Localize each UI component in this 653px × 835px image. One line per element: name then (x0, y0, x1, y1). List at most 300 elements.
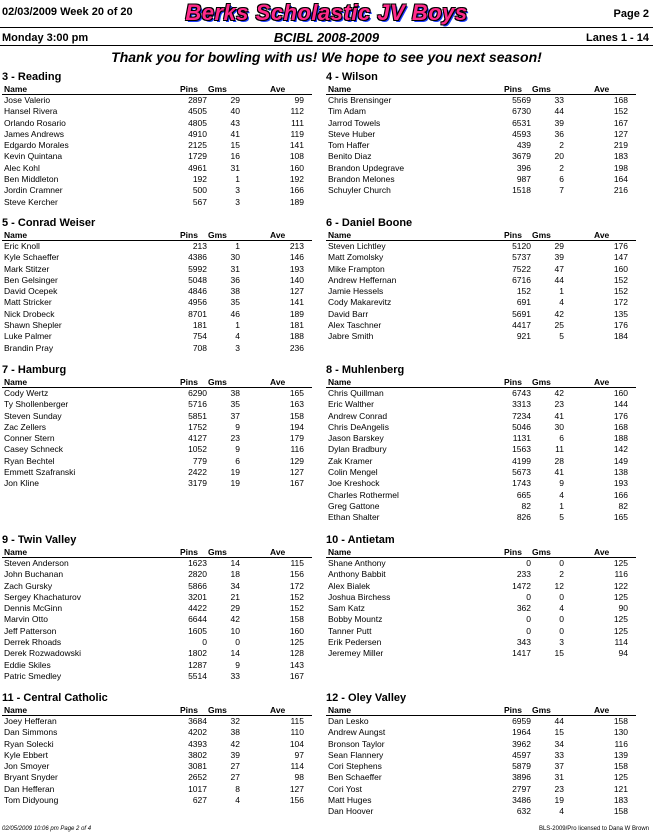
player-average: 189 (289, 308, 304, 319)
player-row (2, 581, 312, 592)
player-games: 31 (230, 162, 240, 173)
player-row (2, 637, 312, 648)
player-name: Jeremey Miller (328, 648, 384, 659)
player-name: Dan Hoover (328, 806, 374, 817)
player-row (326, 241, 636, 252)
player-average: 176 (613, 241, 628, 251)
player-average: 156 (289, 569, 304, 580)
player-average: 111 (291, 117, 304, 128)
player-games: 33 (554, 95, 564, 105)
player-row (2, 558, 312, 569)
column-gms: Gms (208, 377, 227, 387)
player-pins: 5046 (512, 421, 531, 432)
player-average: 152 (613, 274, 628, 285)
player-games: 38 (230, 388, 240, 398)
player-row (326, 456, 636, 467)
player-name: Kyle Schaeffer (4, 252, 60, 263)
player-pins: 921 (516, 331, 531, 342)
player-pins: 5569 (512, 95, 531, 105)
player-row (326, 592, 636, 603)
player-pins: 4393 (188, 738, 207, 749)
player-row (326, 129, 636, 140)
player-average: 82 (618, 500, 628, 511)
player-row (326, 501, 636, 512)
player-pins: 7522 (512, 263, 531, 274)
player-average: 156 (289, 795, 304, 806)
player-pins: 181 (192, 320, 207, 331)
player-games: 29 (230, 95, 240, 105)
player-name: Matt Stricker (4, 297, 52, 308)
player-games: 9 (559, 478, 564, 489)
player-row (2, 772, 312, 783)
player-row (2, 660, 312, 671)
column-ave: Ave (270, 705, 286, 715)
player-games: 23 (554, 783, 564, 794)
player-games: 39 (230, 749, 240, 760)
player-average: 129 (289, 455, 304, 466)
player-row (326, 388, 636, 399)
player-games: 27 (230, 772, 240, 783)
player-pins: 4202 (188, 727, 207, 738)
player-pins: 779 (192, 455, 207, 466)
player-name: Dylan Bradbury (328, 444, 387, 455)
player-pins: 5048 (188, 274, 207, 285)
player-average: 125 (613, 625, 628, 636)
column-gms: Gms (208, 230, 227, 240)
player-games: 39 (554, 117, 564, 128)
player-name: Alec Kohl (4, 162, 40, 173)
player-row (326, 739, 636, 750)
player-average: 116 (290, 444, 304, 455)
player-row (326, 648, 636, 659)
player-games: 7 (559, 185, 564, 196)
player-average: 140 (289, 274, 304, 285)
player-name: Jordin Cramner (4, 185, 63, 196)
player-row (326, 185, 636, 196)
player-pins: 343 (516, 637, 531, 648)
player-pins: 5514 (188, 670, 207, 681)
player-games: 1 (559, 286, 564, 297)
player-pins: 3081 (188, 761, 207, 772)
player-average: 158 (289, 410, 304, 421)
column-ave: Ave (594, 377, 610, 387)
column-name: Name (4, 547, 28, 557)
player-name: Tim Adam (328, 106, 366, 117)
player-average: 188 (613, 433, 628, 444)
player-pins: 439 (516, 140, 531, 151)
player-pins: 6743 (512, 388, 531, 398)
player-row (326, 716, 636, 727)
column-pins: Pins (180, 230, 198, 240)
player-games: 2 (559, 569, 564, 580)
player-name: Dan Simmons (4, 727, 58, 738)
player-average: 160 (613, 263, 628, 274)
player-games: 0 (559, 625, 564, 636)
column-gms: Gms (208, 705, 227, 715)
player-pins: 4846 (188, 286, 207, 297)
player-name: Bronson Taylor (328, 738, 385, 749)
player-average: 152 (289, 603, 304, 614)
player-pins: 4505 (188, 106, 207, 117)
team-block (326, 364, 636, 524)
player-name: Tom Didyoung (4, 795, 59, 806)
player-pins: 1605 (188, 625, 207, 636)
team-block (326, 534, 636, 660)
player-name: Sam Katz (328, 603, 365, 614)
player-pins: 5879 (512, 761, 531, 772)
player-pins: 627 (192, 795, 207, 806)
player-average: 135 (613, 308, 628, 319)
player-average: 183 (613, 151, 628, 162)
team-block (326, 217, 636, 343)
player-average: 158 (289, 614, 304, 625)
player-average: 192 (289, 174, 304, 185)
player-name: Zach Gursky (4, 580, 53, 591)
player-name: Jamie Hessels (328, 286, 384, 297)
player-row (2, 456, 312, 467)
player-games: 39 (554, 252, 564, 263)
player-pins: 2125 (188, 140, 207, 151)
player-average: 114 (614, 637, 628, 648)
player-games: 36 (230, 274, 240, 285)
player-games: 29 (554, 241, 564, 251)
player-average: 116 (614, 569, 628, 580)
column-gms: Gms (532, 705, 551, 715)
player-average: 112 (290, 106, 304, 117)
player-average: 139 (613, 749, 628, 760)
player-name: Zac Zellers (4, 421, 47, 432)
player-row (2, 129, 312, 140)
column-gms: Gms (208, 84, 227, 94)
player-name: Dennis McGinn (4, 603, 63, 614)
player-games: 0 (559, 558, 564, 568)
player-pins: 1743 (512, 478, 531, 489)
player-games: 4 (235, 331, 240, 342)
player-name: Derrek Rhoads (4, 637, 62, 648)
player-pins: 4417 (512, 320, 531, 331)
player-name: Ben Schaeffer (328, 772, 382, 783)
column-header (326, 84, 636, 95)
player-average: 127 (289, 783, 304, 794)
player-name: Steve Kercher (4, 196, 58, 207)
player-name: Luke Palmer (4, 331, 52, 342)
player-average: 143 (289, 659, 304, 670)
player-name: Alex Taschner (328, 320, 382, 331)
player-games: 31 (554, 772, 564, 783)
player-row (2, 286, 312, 297)
player-name: Jason Barskey (328, 433, 384, 444)
player-name: Ben Middleton (4, 174, 59, 185)
player-average: 166 (613, 489, 628, 500)
player-average: 184 (613, 331, 628, 342)
player-row (2, 185, 312, 196)
team-name: 7 - Hamburg (2, 364, 67, 376)
player-pins: 4910 (188, 128, 207, 139)
player-games: 42 (230, 614, 240, 625)
player-name: Nick Drobeck (4, 308, 55, 319)
player-average: 158 (613, 716, 628, 726)
player-pins: 2652 (188, 772, 207, 783)
player-games: 0 (559, 614, 564, 625)
player-row (326, 95, 636, 106)
player-pins: 5866 (188, 580, 207, 591)
column-ave: Ave (594, 547, 610, 557)
team-block (326, 692, 636, 818)
player-games: 41 (230, 128, 240, 139)
player-average: 176 (613, 410, 628, 421)
player-name: James Andrews (4, 128, 64, 139)
player-name: Jose Valerio (4, 95, 51, 105)
column-header (326, 377, 636, 388)
player-name: Steven Anderson (4, 558, 69, 568)
player-average: 152 (613, 106, 628, 117)
player-row (326, 750, 636, 761)
player-pins: 4597 (512, 749, 531, 760)
player-average: 98 (294, 772, 304, 783)
player-row (2, 467, 312, 478)
team-name: 9 - Twin Valley (2, 534, 77, 546)
player-games: 2 (559, 162, 564, 173)
column-gms: Gms (532, 547, 551, 557)
player-games: 3 (235, 342, 240, 353)
player-row (326, 411, 636, 422)
player-pins: 2797 (512, 783, 531, 794)
player-average: 160 (289, 162, 304, 173)
player-name: Zak Kramer (328, 455, 373, 466)
player-average: 128 (289, 648, 304, 659)
player-row (326, 264, 636, 275)
player-name: Shawn Shepler (4, 320, 62, 331)
player-row (2, 197, 312, 208)
player-average: 142 (613, 444, 628, 455)
player-average: 122 (613, 580, 628, 591)
player-pins: 5851 (188, 410, 207, 421)
player-average: 166 (289, 185, 304, 196)
column-gms: Gms (208, 547, 227, 557)
column-ave: Ave (270, 230, 286, 240)
player-games: 23 (554, 399, 564, 410)
player-games: 4 (559, 489, 564, 500)
player-row (326, 297, 636, 308)
player-pins: 0 (526, 625, 531, 636)
player-pins: 6716 (512, 274, 531, 285)
player-name: Matt Zomolsky (328, 252, 384, 263)
player-games: 10 (230, 625, 240, 636)
column-pins: Pins (180, 377, 198, 387)
player-games: 14 (230, 648, 240, 659)
player-average: 130 (613, 727, 628, 738)
player-games: 35 (230, 297, 240, 308)
player-row (2, 626, 312, 637)
player-name: Ryan Bechtel (4, 455, 55, 466)
player-pins: 4422 (188, 603, 207, 614)
player-row (2, 309, 312, 320)
column-name: Name (4, 84, 28, 94)
player-name: Brandin Pray (4, 342, 54, 353)
player-row (326, 433, 636, 444)
player-name: Jeff Patterson (4, 625, 57, 636)
player-pins: 987 (516, 174, 531, 185)
player-row (326, 444, 636, 455)
player-name: Sean Flannery (328, 749, 384, 760)
player-row (2, 264, 312, 275)
player-average: 121 (613, 783, 628, 794)
player-name: Kyle Ebbert (4, 749, 48, 760)
player-games: 6 (559, 433, 564, 444)
player-pins: 1563 (512, 444, 531, 455)
player-average: 172 (613, 297, 628, 308)
player-games: 43 (230, 117, 240, 128)
player-games: 2 (559, 140, 564, 151)
player-name: Alex Bialek (328, 580, 371, 591)
player-row (2, 784, 312, 795)
player-name: Mark Stitzer (4, 263, 50, 274)
player-games: 19 (554, 795, 564, 806)
player-row (2, 569, 312, 580)
player-games: 19 (230, 478, 240, 489)
player-average: 189 (289, 196, 304, 207)
player-pins: 6644 (188, 614, 207, 625)
player-pins: 1472 (512, 580, 531, 591)
player-name: Conner Stern (4, 433, 55, 444)
column-pins: Pins (180, 705, 198, 715)
player-name: Cody Makarevitz (328, 297, 392, 308)
player-pins: 1052 (188, 444, 207, 455)
player-name: Cori Yost (328, 783, 363, 794)
player-row (2, 411, 312, 422)
player-row (2, 399, 312, 410)
player-name: Dan Lesko (328, 716, 369, 726)
player-average: 213 (289, 241, 304, 251)
player-games: 21 (230, 591, 240, 602)
lanes: Lanes 1 - 14 (586, 32, 649, 44)
player-average: 158 (613, 806, 628, 817)
player-games: 4 (235, 795, 240, 806)
player-name: Sergey Khachaturov (4, 591, 82, 602)
player-average: 158 (613, 761, 628, 772)
column-name: Name (4, 705, 28, 715)
player-games: 30 (554, 421, 564, 432)
player-games: 23 (230, 433, 240, 444)
player-name: Cody Wertz (4, 388, 49, 398)
player-name: John Buchanan (4, 569, 64, 580)
player-row (2, 241, 312, 252)
player-row (326, 772, 636, 783)
player-games: 16 (230, 151, 240, 162)
player-row (2, 297, 312, 308)
player-row (326, 581, 636, 592)
player-row (326, 140, 636, 151)
player-row (2, 648, 312, 659)
player-average: 110 (290, 727, 304, 738)
player-row (2, 795, 312, 806)
player-pins: 2897 (188, 95, 207, 105)
player-average: 179 (289, 433, 304, 444)
player-games: 12 (554, 580, 564, 591)
player-pins: 500 (192, 185, 207, 196)
column-name: Name (328, 84, 352, 94)
player-pins: 1964 (512, 727, 531, 738)
player-row (2, 614, 312, 625)
player-games: 6 (559, 174, 564, 185)
player-games: 9 (235, 444, 240, 455)
player-games: 11 (555, 444, 564, 455)
header-rule (0, 27, 653, 28)
player-row (326, 118, 636, 129)
player-name: Kevin Quintana (4, 151, 63, 162)
player-pins: 362 (516, 603, 531, 614)
footer-license: BLS-2009/Pro licensed to Dana W Brown (538, 826, 649, 832)
player-row (326, 637, 636, 648)
team-name: 10 - Antietam (326, 534, 395, 546)
player-row (326, 761, 636, 772)
player-average: 183 (613, 795, 628, 806)
player-games: 32 (230, 716, 240, 726)
player-pins: 826 (516, 512, 531, 523)
player-games: 0 (559, 591, 564, 602)
player-name: Chris Quillman (328, 388, 384, 398)
player-pins: 4386 (188, 252, 207, 263)
column-ave: Ave (270, 377, 286, 387)
player-row (2, 716, 312, 727)
player-row (326, 478, 636, 489)
player-name: Ty Shollenberger (4, 399, 69, 410)
player-row (326, 320, 636, 331)
player-games: 18 (230, 569, 240, 580)
player-name: David Ocepek (4, 286, 58, 297)
player-pins: 5716 (188, 399, 207, 410)
player-name: Colin Mengel (328, 467, 378, 478)
player-average: 165 (613, 512, 628, 523)
column-ave: Ave (594, 230, 610, 240)
player-average: 99 (294, 95, 304, 105)
player-row (326, 275, 636, 286)
subheader-rule (0, 45, 653, 46)
column-ave: Ave (594, 84, 610, 94)
column-header (2, 230, 312, 241)
player-row (326, 558, 636, 569)
column-name: Name (4, 377, 28, 387)
player-pins: 3201 (188, 591, 207, 602)
player-games: 33 (554, 749, 564, 760)
player-games: 25 (554, 320, 564, 331)
player-name: Ben Gelsinger (4, 274, 58, 285)
player-row (2, 422, 312, 433)
player-average: 152 (613, 286, 628, 297)
player-pins: 5120 (512, 241, 531, 251)
player-name: Tom Haffer (328, 140, 370, 151)
player-average: 90 (618, 603, 628, 614)
player-games: 15 (230, 140, 240, 151)
team-block (2, 364, 312, 490)
player-name: Patric Smedley (4, 670, 62, 681)
player-games: 42 (554, 388, 564, 398)
team-block (326, 71, 636, 197)
column-header (2, 705, 312, 716)
player-average: 146 (289, 252, 304, 263)
player-name: Marvin Otto (4, 614, 48, 625)
column-pins: Pins (504, 547, 522, 557)
player-games: 30 (230, 252, 240, 263)
player-pins: 4956 (188, 297, 207, 308)
player-games: 4 (559, 297, 564, 308)
player-average: 141 (289, 297, 304, 308)
player-row (2, 671, 312, 682)
player-pins: 632 (516, 806, 531, 817)
column-header (326, 230, 636, 241)
player-pins: 4199 (512, 455, 531, 466)
player-average: 160 (613, 388, 628, 398)
